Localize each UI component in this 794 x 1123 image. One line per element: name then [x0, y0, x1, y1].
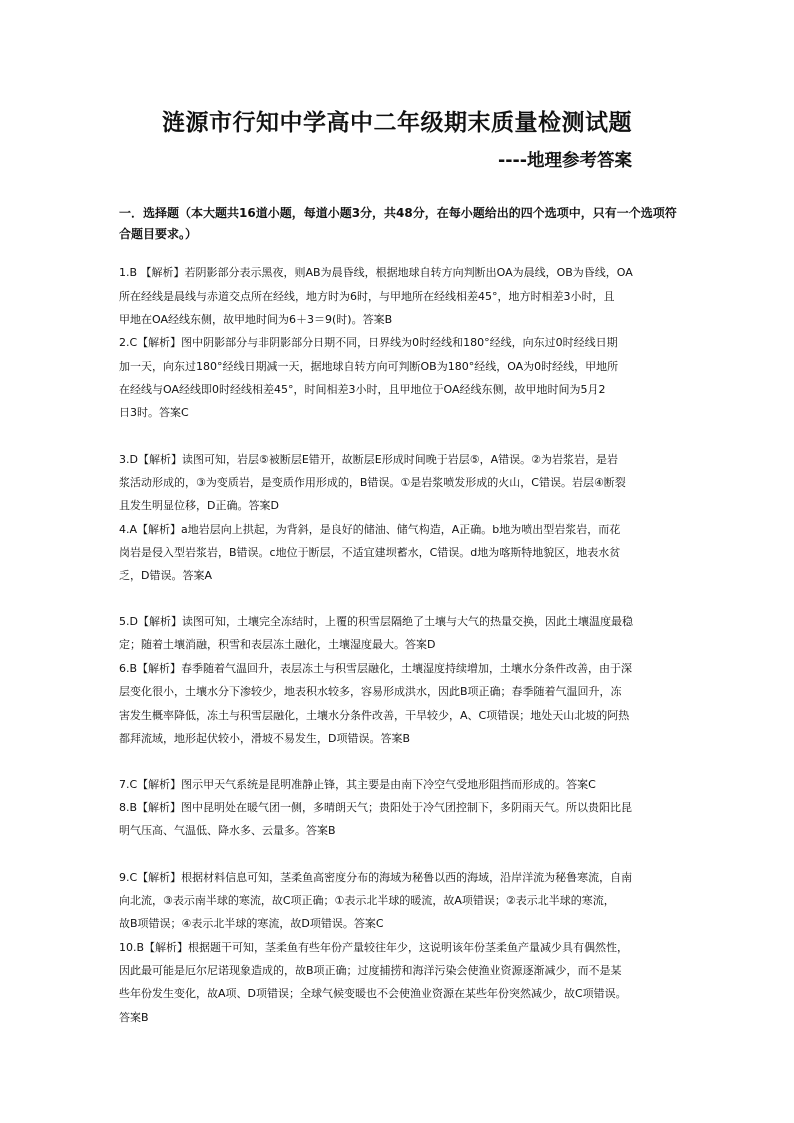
answer-line: 9.C【解析】根据材料信息可知，茎柔鱼高密度分布的海域为秘鲁以西的海域，沿岸洋流为秘鲁寒流，自南 [119, 871, 633, 884]
answer-line: 4.A【解析】a地岩层向上拱起，为背斜，是良好的储油、储气构造，A正确。b地为喷出型岩浆岩，而花 [119, 523, 621, 536]
answer-line: 2.C【解析】图中阴影部分与非阴影部分日期不同，日界线为0时经线和180°经线，向东过0时经线日期 [119, 336, 618, 349]
answer-line: 些年份发生变化，故A项、D项错误；全球气候变暖也不会使渔业资源在某些年份突然减少，故C项错误。 [119, 987, 627, 1000]
answer-line: 明气压高、气温低、降水多、云量多。答案B [119, 824, 336, 837]
answer-line: 在经线与OA经线即0时经线相差45°，时间相差3小时，且甲地位于OA经线东侧，故甲地时间为5月2 [119, 383, 606, 396]
answer-line: 7.C【解析】图示甲天气系统是昆明准静止锋，其主要是由南下冷空气受地形阻挡而形成的。答案C [119, 778, 596, 791]
answer-line: 答案B [119, 1011, 149, 1024]
answer-line: 10.B【解析】根据题干可知，茎柔鱼有些年份产量较往年少，这说明该年份茎柔鱼产量减少具有偶然性， [119, 941, 629, 954]
answer-line: 定；随着土壤消融，积雪和表层冻土融化，土壤湿度最大。答案D [119, 638, 436, 651]
section-heading: 一．选择题（本大题共16道小题，每道小题3分，共48分，在每小题给出的四个选项中，只有一个选项符合题目要求。） [119, 206, 677, 241]
answer-line: 日3时。答案C [119, 406, 189, 419]
answer-line: 8.B【解析】图中昆明处在暖气团一侧，多晴朗天气；贵阳处于冷气团控制下，多阴雨天气。所以贵阳比昆 [119, 801, 633, 814]
answer-line: 甲地在OA经线东侧，故甲地时间为6＋3＝9(时)。答案B [119, 313, 393, 326]
answer-line: 6.B【解析】春季随着气温回升，表层冻土与积雪层融化，土壤湿度持续增加，土壤水分条件改善，由于深 [119, 662, 633, 675]
answer-line: 故B项错误；④表示北半球的寒流，故D项错误。答案C [119, 917, 384, 930]
answer-line: 层变化很小，土壤水分下渗较少，地表积水较多，容易形成洪水，因此B项正确；春季随着气温回升，冻 [119, 685, 622, 698]
answer-line: 向北流，③表示南半球的寒流，故C项正确；①表示北半球的暖流，故A项错误；②表示北半球的寒流， [119, 894, 615, 907]
answer-line: 乏，D错误。答案A [119, 569, 212, 582]
answer-line: 岗岩是侵入型岩浆岩，B错误。c地位于断层，不适宜建坝蓄水，C错误。d地为喀斯特地貌区，地表水贫 [119, 546, 621, 559]
answer-line: 5.D【解析】读图可知，土壤完全冻结时，上覆的积雪层隔绝了土壤与大气的热量交换，因此土壤温度最稳 [119, 615, 633, 628]
answer-line: 浆活动形成的，③为变质岩，是变质作用形成的，B错误。①是岩浆喷发形成的火山，C错误。岩层④断裂 [119, 476, 626, 489]
answer-line: 3.D【解析】读图可知，岩层⑤被断层E错开，故断层E形成时间晚于岩层⑤，A错误。②为岩浆岩，是岩 [119, 453, 618, 466]
answer-line: 都拜流域，地形起伏较小，滑坡不易发生，D项错误。答案B [119, 732, 411, 745]
page-title: 涟源市行知中学高中二年级期末质量检测试题 [162, 110, 632, 136]
answer-line: 且发生明显位移，D正确。答案D [119, 499, 279, 512]
answer-line: 害发生概率降低，冻土与积雪层融化，土壤水分条件改善，干旱较少，A、C项错误；地处天山北坡的阿热 [119, 709, 630, 722]
page-subtitle: ----地理参考答案 [498, 151, 633, 171]
answer-line: 加一天，向东过180°经线日期减一天，据地球自转方向可判断OB为180°经线，OA为0时经线，甲地所 [119, 360, 619, 373]
answer-line: 1.B 【解析】若阴影部分表示黑夜，则AB为晨昏线，根据地球自转方向判断出OA为晨线，OB为昏线，OA [119, 266, 633, 279]
answer-line: 所在经线是晨线与赤道交点所在经线，地方时为6时，与甲地所在经线相差45°，地方时相差3小时，且 [119, 290, 615, 303]
answer-line: 因此最可能是厄尔尼诺现象造成的，故B项正确；过度捕捞和海洋污染会使渔业资源逐渐减少，而不是某 [119, 964, 622, 977]
